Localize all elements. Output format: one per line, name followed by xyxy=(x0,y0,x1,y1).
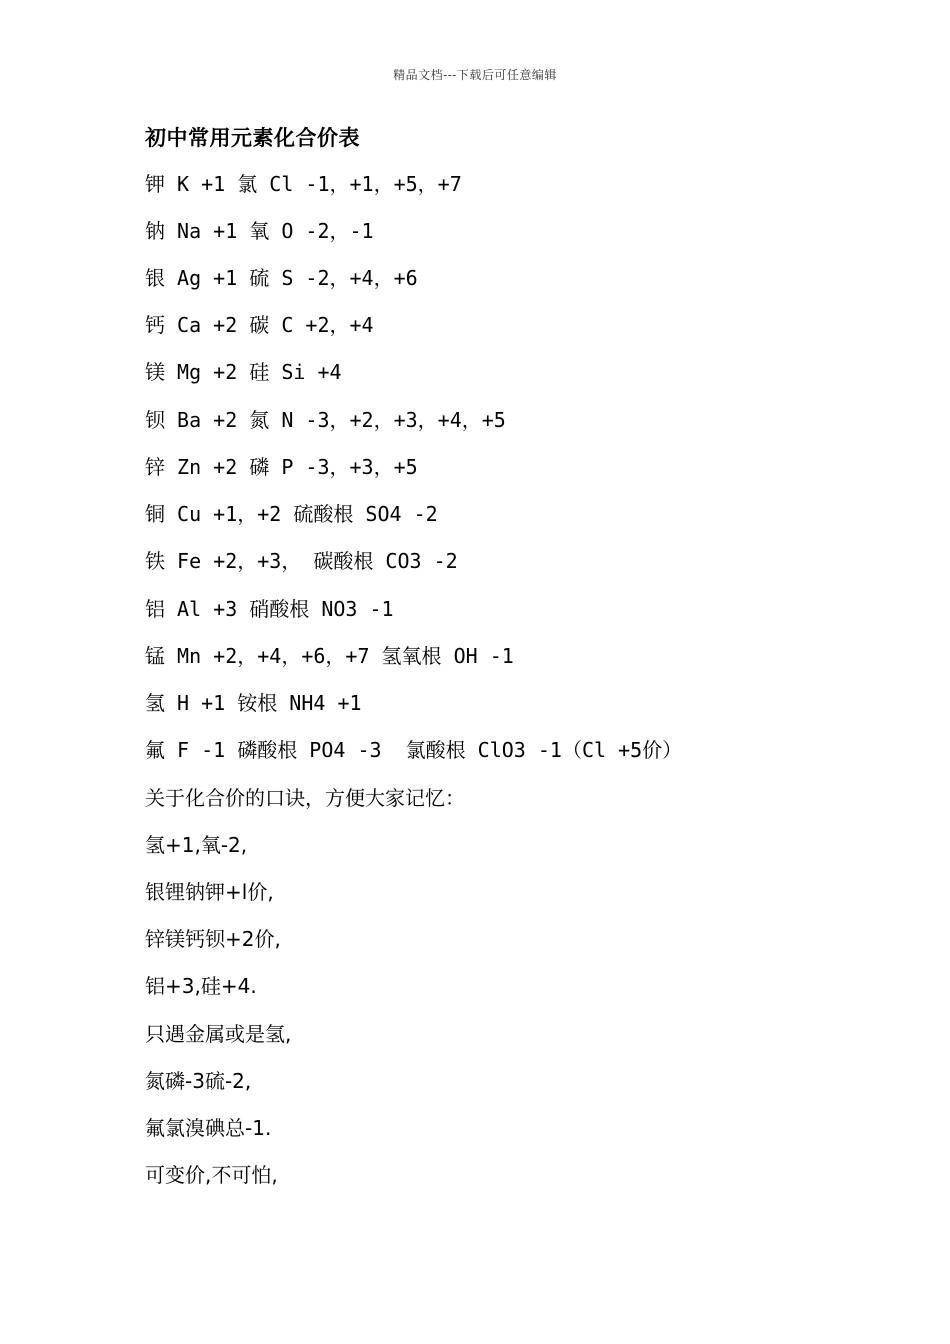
mnemonic-line-2: 银锂钠钾+l价, xyxy=(145,880,274,904)
mnemonic-intro: 关于化合价的口诀，方便大家记忆： xyxy=(145,786,465,810)
mnemonic-line-4: 铝+3,硅+4. xyxy=(145,974,257,998)
valence-line-7: 锌 Zn +2 磷 P -3，+3，+5 xyxy=(145,455,418,479)
valence-line-2: 钠 Na +1 氧 O -2，-1 xyxy=(145,219,374,243)
valence-line-8: 铜 Cu +1，+2 硫酸根 SO4 -2 xyxy=(145,502,438,526)
valence-line-11: 锰 Mn +2，+4，+6，+7 氢氧根 OH -1 xyxy=(145,644,514,668)
page-header: 精品文档---下载后可任意编辑 xyxy=(393,68,557,82)
valence-line-6: 钡 Ba +2 氮 N -3，+2，+3，+4，+5 xyxy=(145,408,506,432)
mnemonic-line-7: 氟氯溴碘总-1. xyxy=(145,1116,272,1140)
mnemonic-line-5: 只遇金属或是氢, xyxy=(145,1022,292,1046)
mnemonic-line-3: 锌镁钙钡+2价, xyxy=(145,927,281,951)
valence-line-1: 钾 K +1 氯 Cl -1，+1，+5，+7 xyxy=(145,172,462,196)
mnemonic-line-8: 可变价,不可怕, xyxy=(145,1163,278,1187)
document-title: 初中常用元素化合价表 xyxy=(145,126,360,150)
valence-line-10: 铝 Al +3 硝酸根 NO3 -1 xyxy=(145,597,394,621)
valence-line-5: 镁 Mg +2 硅 Si +4 xyxy=(145,360,342,384)
valence-line-3: 银 Ag +1 硫 S -2，+4，+6 xyxy=(145,266,418,290)
valence-line-13: 氟 F -1 磷酸根 PO4 -3 氯酸根 ClO3 -1（Cl +5价） xyxy=(145,738,683,762)
mnemonic-line-6: 氮磷-3硫-2, xyxy=(145,1069,252,1093)
valence-line-9: 铁 Fe +2，+3， 碳酸根 CO3 -2 xyxy=(145,549,458,573)
valence-line-4: 钙 Ca +2 碳 C +2，+4 xyxy=(145,313,374,337)
valence-line-12: 氢 H +1 铵根 NH4 +1 xyxy=(145,691,362,715)
mnemonic-line-1: 氢+1,氧-2, xyxy=(145,833,248,857)
